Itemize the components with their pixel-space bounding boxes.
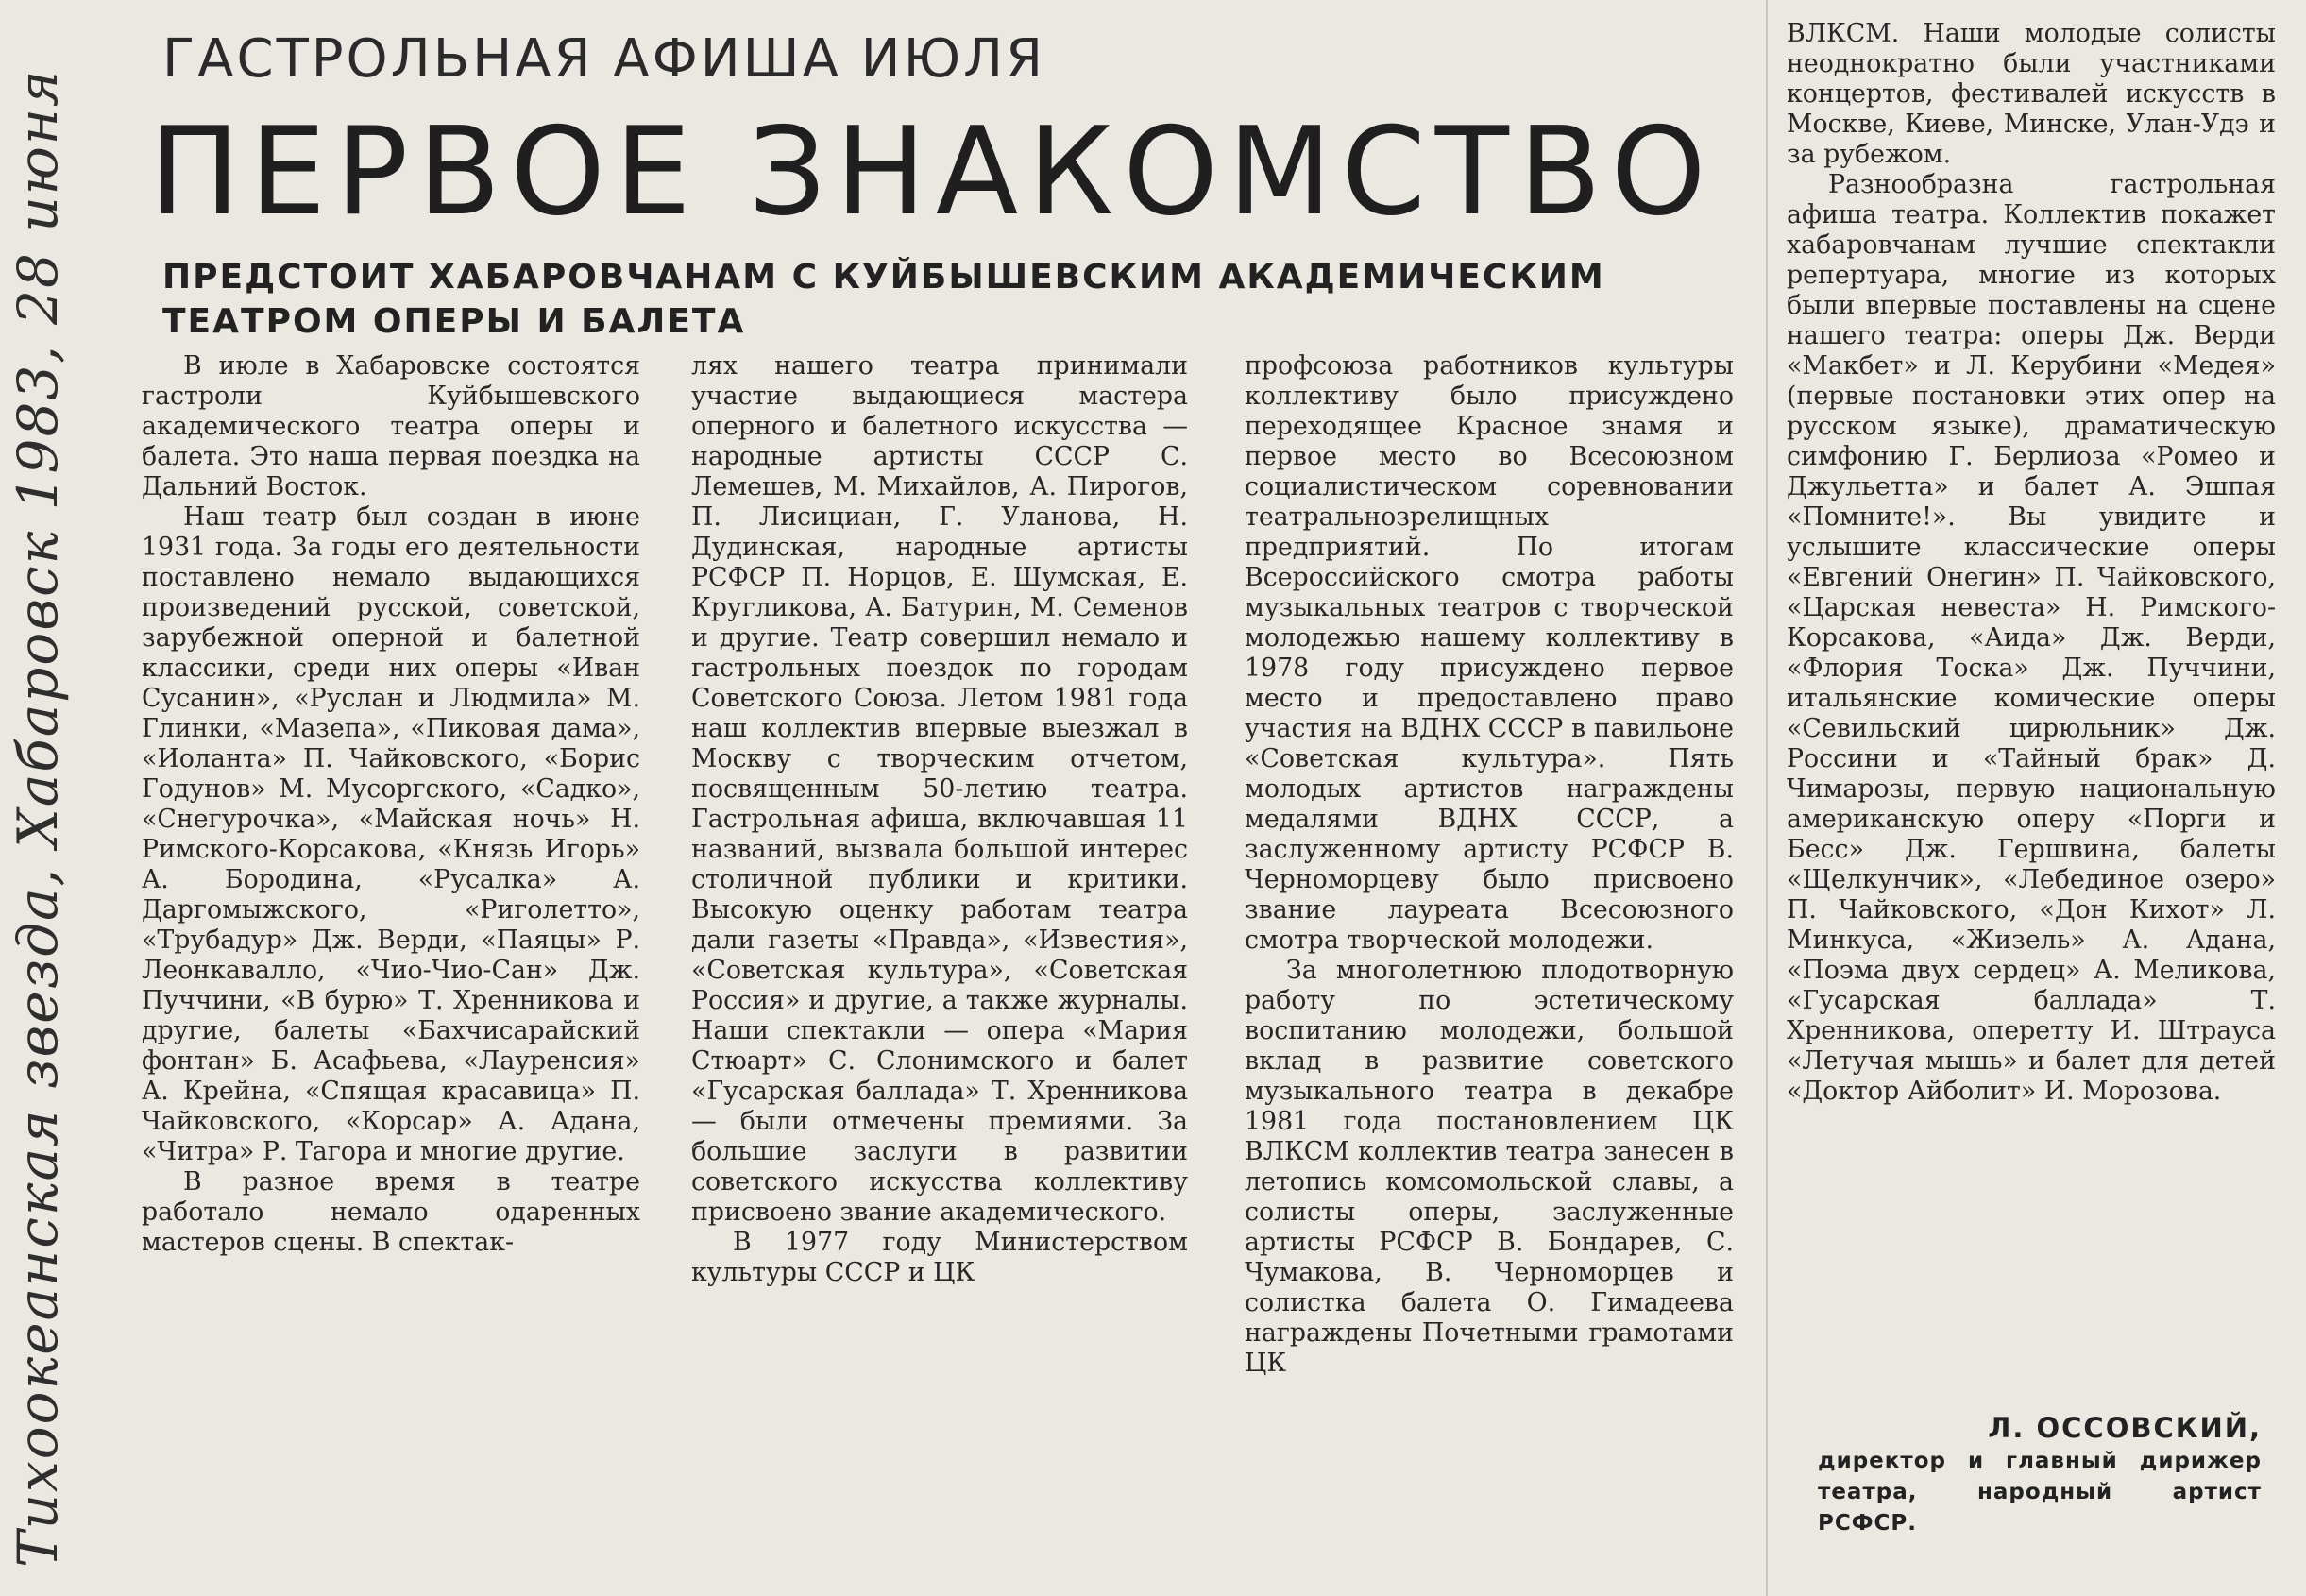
handwritten-margin-note: Тихоокеанская звезда, Хабаровск 1983, 28 июня: [6, 68, 70, 1568]
paragraph: В разное время в театре работало немало одаренных мастеров сцены. В спектак-: [142, 1167, 640, 1257]
paragraph: В июле в Хабаровске состоятся гастроли Куйбышевского академического театра оперы и балета. Это наша первая поездка на Дальний Восток.: [142, 351, 640, 501]
kicker-heading: ГАСТРОЛЬНАЯ АФИША ИЮЛЯ: [162, 28, 1046, 90]
paragraph: Разнообразна гастрольная афиша театра. Коллектив покажет хабаровчанам лучшие спектакли репертуара, многие из которых были впервые поставлены на сцене нашего театра: оперы Дж. Верди «Макбет» и Л. Керубини «Медея» (первые постановки этих опер на русском языке), драматическую симфонию Г. Берлиоза «Ромео и Джульетта» и балет А. Эшпая «Помните!». Вы увидите и услышите классические оперы «Евгений Онегин» П. Чайковского, «Царская невеста» Н. Римского-Корсакова, «Аида» Дж. Верди, «Флория Тоска» Дж. Пуччини, итальянские комические оперы «Севильский цирюльник» Дж. Россини и «Тайный брак» Д. Чимарозы, первую национальную американскую оперу «Порги и Бесс» Дж. Гершвина, балеты «Щелкунчик», «Лебединое озеро» П. Чайковского, «Дон Кихот» Л. Минкуса, «Жизель» А. Адана, «Поэма двух сердец» А. Меликова, «Гусарская баллада» Т. Хренникова, оперетту И. Штрауса «Летучая мышь» и балет для детей «Доктор Айболит» И. Морозова.: [1787, 170, 2276, 1106]
article-column-3: [1245, 351, 1734, 1379]
article-column-4: [1787, 19, 2276, 1107]
paragraph: В 1977 году Министерством культуры СССР и ЦК: [691, 1228, 1188, 1287]
paragraph: Наш театр был создан в июне 1931 года. За годы его деятельности поставлено немало выдающихся произведений русской, советской, зарубежной оперной и балетной классики, среди них оперы «Иван Сусанин», «Руслан и Людмила» М. Глинки, «Мазепа», «Пиковая дама», «Иоланта» П. Чайковского, «Борис Годунов» М. Мусоргского, «Садко», «Снегурочка», «Майская ночь» Н. Римского-Корсакова, «Князь Игорь» А. Бородина, «Русалка» А. Даргомыжского, «Риголетто», «Трубадур» Дж. Верди, «Паяцы» Р. Леонкавалло, «Чио-Чио-Сан» Дж. Пуччини, «В бурю» Т. Хренникова и другие, балеты «Бахчисарайский фонтан» Б. Асафьева, «Лауренсия» А. Крейна, «Спящая красавица» П. Чайковского, «Корсар» А. Адана, «Читра» Р. Тагора и многие другие.: [142, 502, 640, 1166]
paragraph: ВЛКСМ. Наши молодые солисты неоднократно были участниками концертов, фестивалей искусств в Москве, Киеве, Минске, Улан-Удэ и за рубежом.: [1787, 19, 2276, 169]
article-column-1: [142, 351, 640, 1258]
article-column-2: [691, 351, 1188, 1288]
paragraph: За многолетнюю плодотворную работу по эстетическому воспитанию молодежи, большой вклад в развитие советского музыкального театра в декабре 1981 года постановлением ЦК ВЛКСМ коллектив театра занесен в летопись комсомольской славы, а солисты оперы, заслуженные артисты РСФСР В. Бондарев, С. Чумакова, В. Черноморцев и солистка балета О. Гимадеева награждены Почетными грамотами ЦК: [1245, 956, 1734, 1378]
paragraph: профсоюза работников культуры коллективу было присуждено переходящее Красное знамя и первое место во Всесоюзном социалистическом соревновании театральнозрелищных предприятий. По итогам Всероссийского смотра работы музыкальных театров с творческой молодежью нашему коллективу в 1978 году присуждено первое место и предоставлено право участия на ВДНХ СССР в павильоне «Советская культура». Пять молодых артистов награждены медалями ВДНХ СССР, а заслуженному артисту РСФСР В. Черноморцеву было присвоено звание лауреата Всесоюзного смотра творческой молодежи.: [1245, 351, 1734, 955]
author-role: директор и главный дирижер театра, народный артист РСФСР.: [1818, 1449, 2262, 1536]
column-divider: [1766, 0, 1768, 1596]
article-subheading: ПРЕДСТОИТ ХАБАРОВЧАНАМ С КУЙБЫШЕВСКИМ АКАДЕМИЧЕСКИМ ТЕАТРОМ ОПЕРЫ И БАЛЕТА: [162, 258, 1605, 341]
author-signature: [1818, 1410, 2262, 1539]
article-headline: ПЕРВОЕ ЗНАКОМСТВО: [149, 102, 1716, 243]
author-name: Л. ОССОВСКИЙ,: [1988, 1412, 2262, 1444]
paragraph: лях нашего театра принимали участие выдающиеся мастера оперного и балетного искусства — народные артисты СССР С. Лемешев, М. Михайлов, А. Пирогов, П. Лисициан, Г. Уланова, Н. Дудинская, народные артисты РСФСР П. Норцов, Е. Шумская, Е. Кругликова, А. Батурин, М. Семенов и другие. Театр совершил немало и гастрольных поездок по городам Советского Союза. Летом 1981 года наш коллектив впервые выезжал в Москву с творческим отчетом, посвященным 50-летию театра. Гастрольная афиша, включавшая 11 названий, вызвала большой интерес столичной публики и критики. Высокую оценку работам театра дали газеты «Правда», «Известия», «Советская культура», «Советская Россия» и другие, а также журналы. Наши спектакли — опера «Мария Стюарт» С. Слонимского и балет «Гусарская баллада» Т. Хренникова — были отмечены премиями. За большие заслуги в развитии советского искусства коллективу присвоено звание академического.: [691, 351, 1188, 1227]
